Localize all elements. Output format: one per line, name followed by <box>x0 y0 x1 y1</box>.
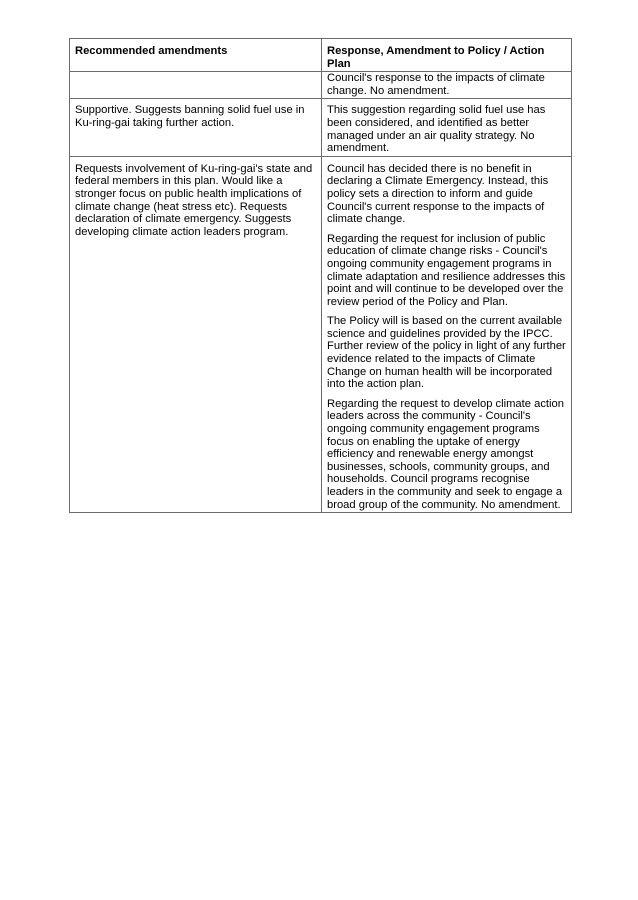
response-paragraph: The Policy will is based on the current available science and guidelines provided by the IPCC. Further review of the policy in light of any further evidence related to the impacts of Climate Change on human health will be incorporated into the action plan. <box>327 315 566 391</box>
amendment-text: Requests involvement of Ku-ring-gai's state and federal members in this plan. Would like a stronger focus on public health implications of climate change (heat stress etc). Requests declaration of climate emergency. Suggests developing climate action leaders program. <box>75 162 313 238</box>
response-paragraph: This suggestion regarding solid fuel use has been considered, and identified as better managed under an air quality strategy. No amendment. <box>327 104 546 155</box>
table-row <box>70 156 572 512</box>
header-recommended-amendments: Recommended amendments <box>70 39 322 72</box>
table-row <box>70 99 572 156</box>
amendment-cell <box>70 156 322 512</box>
table-row <box>70 72 572 99</box>
response-cell <box>322 72 572 99</box>
response-cell <box>322 156 572 512</box>
amendment-cell <box>70 72 322 99</box>
response-cell <box>322 99 572 156</box>
table-header-row <box>70 39 572 72</box>
amendment-text: Supportive. Suggests banning solid fuel use in Ku-ring-gai taking further action. <box>75 104 305 129</box>
response-paragraph: Regarding the request for inclusion of public education of climate change risks - Council's ongoing community engagement programs in climate adaptation and resilience addresses this point and will continue to be developed over the review period of the Policy and Plan. <box>327 232 566 308</box>
response-paragraph: Council's response to the impacts of climate change. No amendment. <box>327 72 545 97</box>
amendment-cell <box>70 99 322 156</box>
response-paragraph: Council has decided there is no benefit in declaring a Climate Emergency. Instead, this policy sets a direction to inform and guide Council's current response to the impacts of climate change. <box>327 162 549 226</box>
amendments-table <box>69 38 572 513</box>
header-response: Response, Amendment to Policy / Action Plan <box>322 39 572 72</box>
response-paragraph: Regarding the request to develop climate action leaders across the community - Council's ongoing community engagement programs focus on enabling the uptake of energy efficiency and renewable energy amongst businesses, schools, community groups, and households. Council programs recognise leaders in the community and seek to engage a broad group of the community. No amendment. <box>327 397 564 511</box>
